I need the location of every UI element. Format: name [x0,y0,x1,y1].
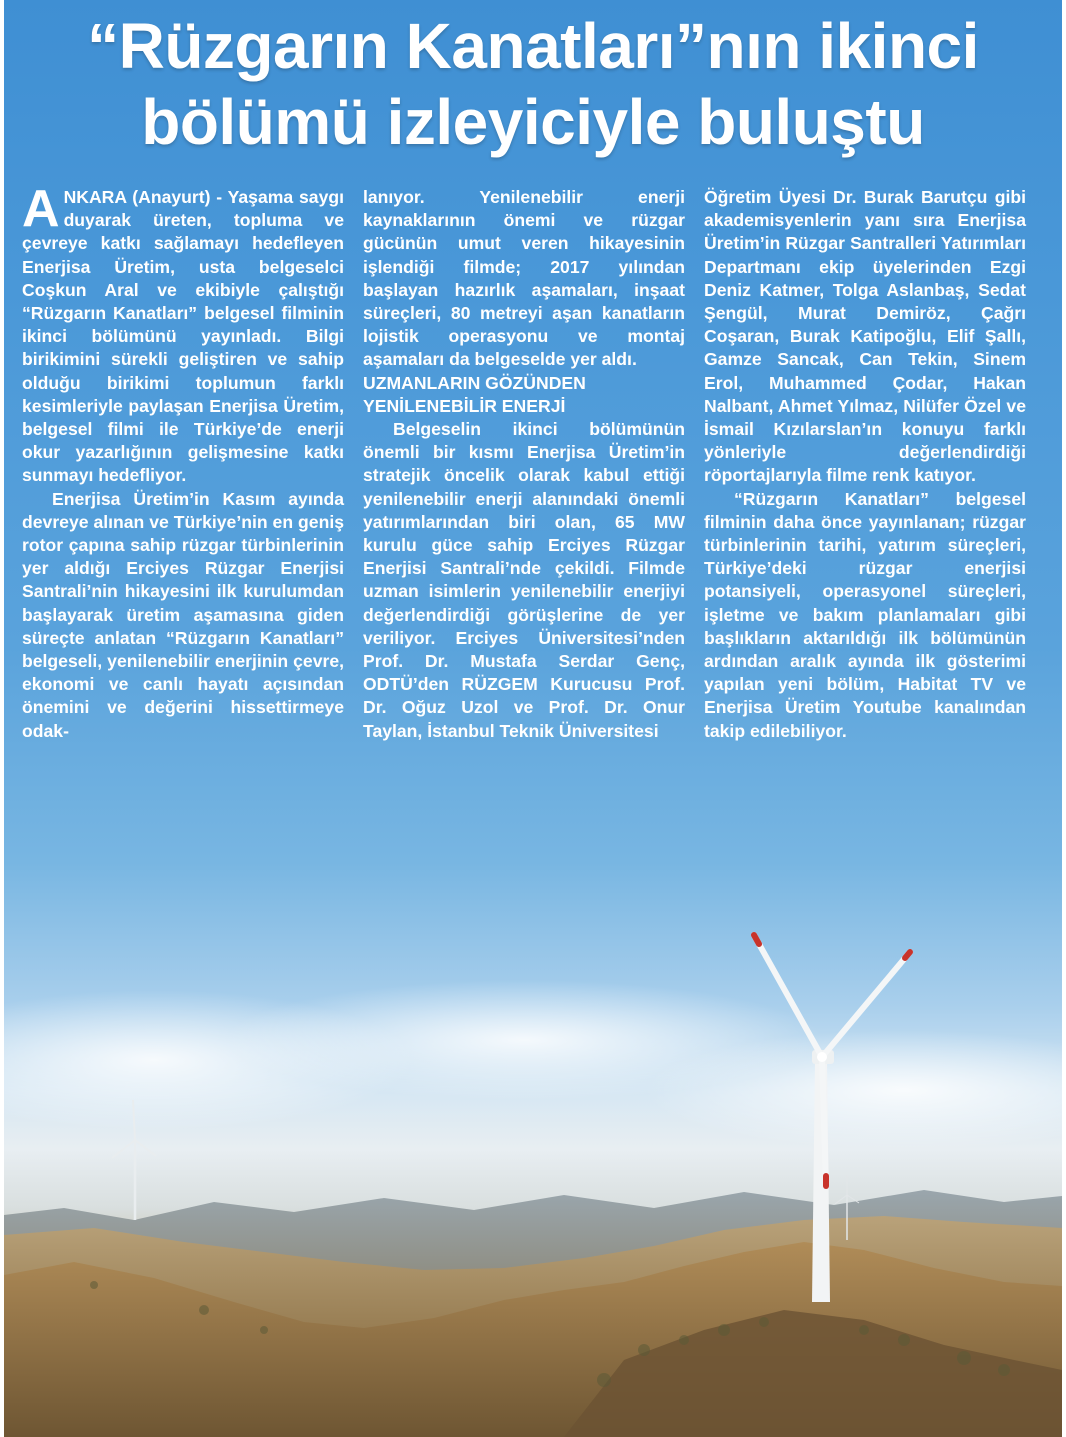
paragraph-6: “Rüzgarın Kanatları” belgesel filminin daha önce yayınlanan; rüzgar türbinlerinin tarihi, yatırım süreçleri, Türkiye’deki rüzgar enerjisi potansiyeli, operasyonel süreçleri, işletme ve bakım planlamaları gibi başlıkların aktarıldığı ilk bölümünün ardından aralık ayında ilk gösterimi yapılan yeni bölüm, Habitat TV ve Enerjisa Üretim Youtube kanalından takip edilebiliyor. [704,488,1026,741]
clouds [4,980,1062,1150]
subheading-line-1: UZMANLARIN GÖZÜNDEN [363,372,586,393]
column-2 [363,186,685,743]
paragraph-5: Öğretim Üyesi Dr. Burak Barutçu gibi akademisyenlerin yanı sıra Enerjisa Üretim’in Rüzgar Santralleri Yatırımları Departmanı ekip üyelerinden Ezgi Deniz Katmer, Tolga Aslanbaş, Sedat Şengül, Murat Demiröz, Çağrı Coşaran, Burak Katipoğlu, Elif Şallı, Gamze Sancak, Can Tekin, Sinem Erol, Muhammed Çodar, Hakan Nalbant, Ahmet Yılmaz, Nilüfer Özel ve İsmail Kızılarslan’ın konuyu farklı yönleriyle değerlendirdiği röportajlarıyla filme renk katıyor. [704,187,1026,486]
column-1 [22,180,344,743]
wind-turbine-photo [4,890,1062,1437]
paragraph-4: Belgeselin ikinci bölümünün önemli bir kısmı Enerjisa Üretim’in stratejik öncelik olarak kabul ettiği yenilenebilir enerji alanındaki önemli yatırımlarından biri olan, 65 MW kurulu güce sahip Erciyes Rüzgar Enerjisi Santrali’nde çekildi. Filmde uzman isimlerin yenilenebilir enerjiyi değerlendirdiği görüşlerine de yer veriliyor. Erciyes Üniversitesi’nden Prof. Dr. Mustafa Serdar Genç, ODTÜ’den RÜZGEM Kurucusu Prof. Dr. Oğuz Uzol ve Prof. Dr. Onur Taylan, İstanbul Teknik Üniversitesi [363,419,685,741]
paragraph-1: ANKARA (Anayurt) - Yaşama saygı duyarak üreten, topluma ve çevreye katkı sağlamayı hedefleyen Enerjisa Üretim, usta belgeselci Coşkun Aral ve ekibiyle çalıştığı “Rüzgarın Kanatları” belgesel filminin ikinci bölümünü yayınladı. Bilgi birikimini sürekli geliştiren ve sahip olduğu birikimi toplumun farklı kesimleriyle paylaşan Enerjisa Üretim, belgesel filmi ile Türkiye’de enerji okur yazarlığının gelişmesine katkı sunmayı hedefliyor. [22,180,344,486]
subheading [363,372,685,418]
paragraph-2: Enerjisa Üretim’in Kasım ayında devreye alınan ve Türkiye’nin en geniş rotor çapına sahip rüzgar türbinlerinin yer aldığı Erciyes Rüzgar Enerjisi Santrali’nin hikayesini ilk kurulumdan başlayarak üretim aşamasına giden süreçte anlatan “Rüzgarın Kanatları” belgeseli, yenilenebilir enerjinin çevre, ekonomi ve canlı hayatı açısından önemini ve değerini hissettirmeye odak- [22,488,344,741]
headline [4,8,1062,160]
subheading-line-2: YENİLENEBİLİR ENERJİ [363,395,566,416]
column-3 [704,186,1026,743]
headline-line-2: bölümü izleyiciyle buluştu [141,86,925,158]
paragraph-3: lanıyor. Yenilenebilir enerji kaynaklarının önemi ve rüzgar gücünün umut veren hikayesinin işlendiği filmde; 2017 yılından başlayan hazırlık aşamaları, inşaat süreçleri, 80 metreyi aşan kanatların lojistik operasyonu ve montaj aşamaları da belgeselde yer aldı. [363,187,685,370]
headline-line-1: “Rüzgarın Kanatları”nın ikinci [87,10,979,82]
article-body [22,180,1026,743]
newspaper-page [4,0,1062,1437]
drop-cap: A [22,180,60,238]
